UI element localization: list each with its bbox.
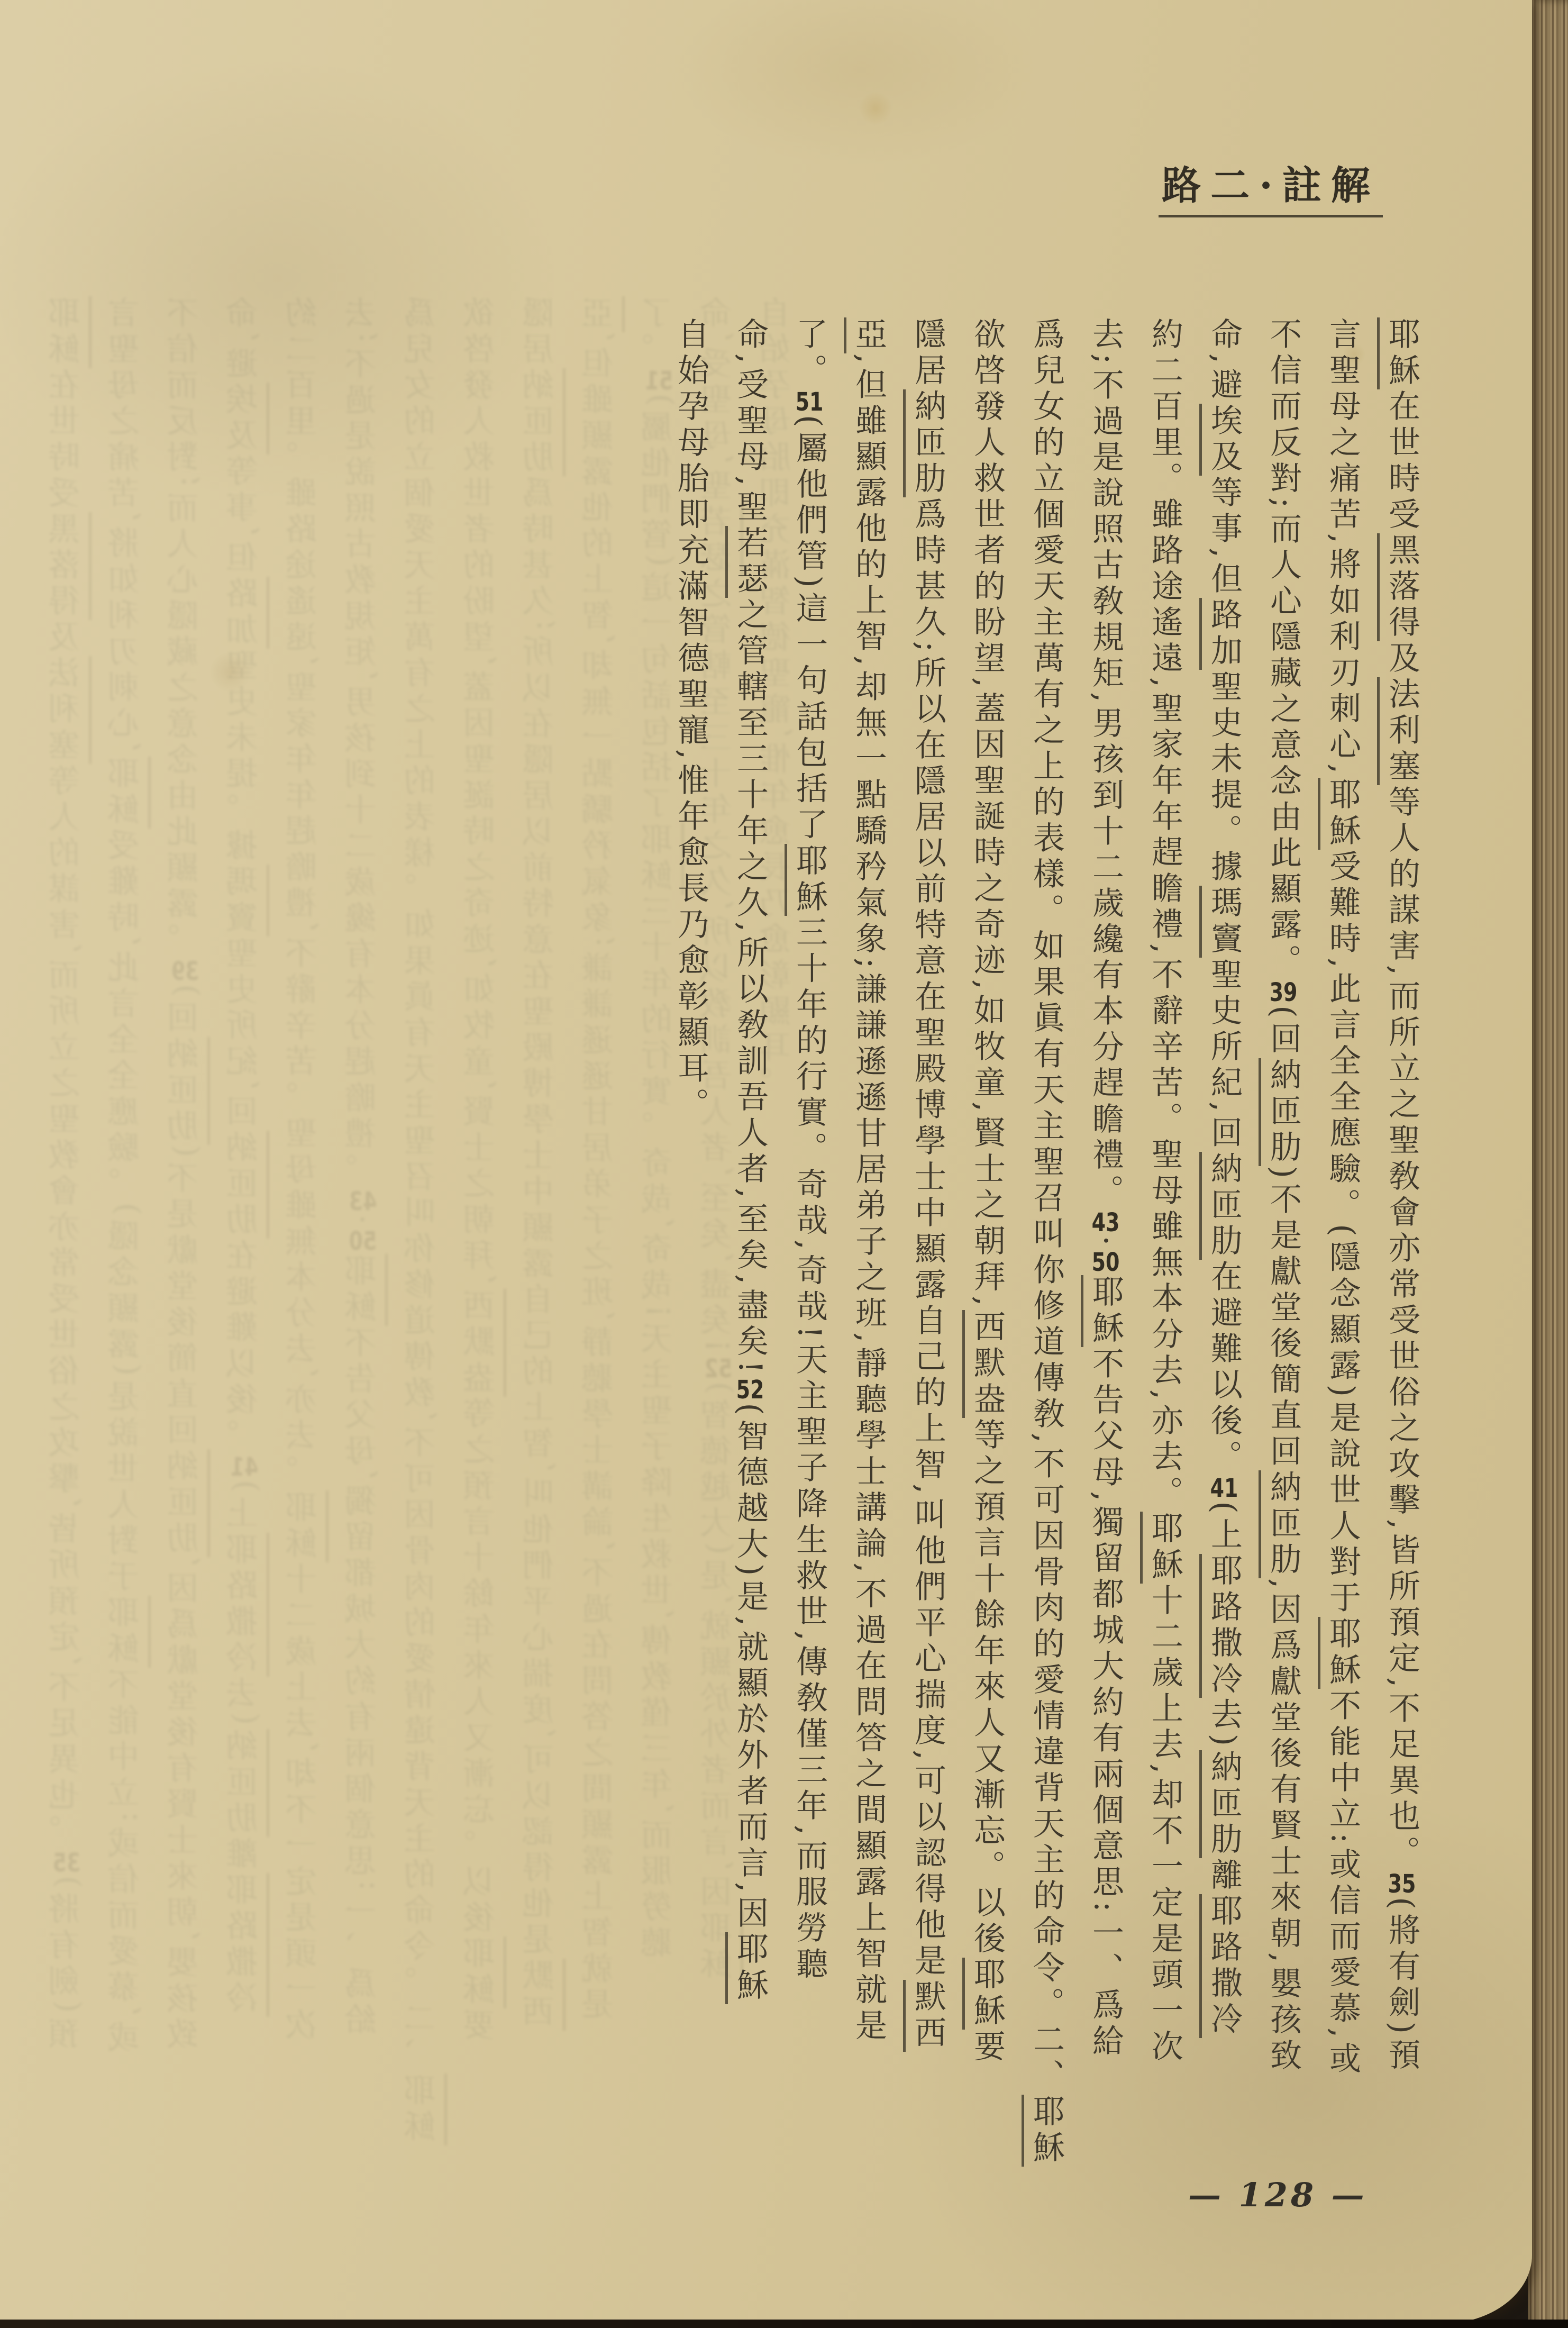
proper-noun: 耶穌 bbox=[785, 844, 828, 916]
proper-noun: 耶穌 bbox=[48, 296, 92, 368]
text-run: 等事,但 bbox=[1206, 476, 1243, 598]
text-run: 及 bbox=[1383, 641, 1420, 677]
text-run: (智德越大)是,就顯於外者而言,因 bbox=[700, 1381, 737, 1912]
text-column bbox=[1195, 317, 1254, 2222]
verse-number: 52 bbox=[736, 1377, 764, 1403]
proper-noun: 納匝肋 bbox=[167, 1037, 210, 1145]
proper-noun: 路加 bbox=[1199, 598, 1243, 670]
proper-noun: 耶穌 bbox=[107, 1596, 151, 1668]
text-column bbox=[393, 296, 452, 2180]
proper-noun: 默西 bbox=[903, 1980, 946, 2052]
text-run: 去;不過是說照古敎規矩,男孩到十二歲纔有本分趕瞻禮。 bbox=[344, 296, 381, 1189]
text-run: 爲兒女的立個愛天主萬有之上的表樣。如果眞有天主聖召叫你修道傳敎,不可因骨肉的愛情違背天主的命令。二、 bbox=[404, 296, 441, 2074]
text-run: ,但雖顯露他的上智,却無一點驕矜氣象;謙謙遜遜甘居弟子之班,靜聽學士講論,不過在問答之間顯露上智就是 bbox=[850, 353, 887, 2045]
proper-noun: 納匝肋 bbox=[903, 389, 946, 497]
text-run: 等之預言十餘年來人又漸忘。以後 bbox=[969, 1418, 1006, 1958]
text-run: 及 bbox=[48, 620, 85, 656]
text-run: 等人的謀害,而所立之聖敎會亦常受世俗之攻擊,皆所預定,不足異也。 bbox=[1383, 785, 1420, 1872]
proper-noun: 耶穌 bbox=[404, 2074, 447, 2145]
proper-noun: 耶穌 bbox=[1081, 1275, 1124, 1347]
proper-noun: 耶穌 bbox=[725, 1932, 769, 2004]
text-run: (回 bbox=[167, 984, 204, 1037]
text-column bbox=[37, 296, 96, 2180]
proper-noun: 耶穌 bbox=[1377, 317, 1420, 389]
text-run: 三十年的行實。奇哉,奇哉!天主聖子降生救世,傳敎僅三年,而服勞聽 bbox=[641, 894, 678, 1962]
text-run: 之管轄至三十年之久,所以敎訓吾人者,至矣,盡矣! bbox=[700, 577, 737, 1357]
text-run: 欲啓發人救世者的盼望,蓋因聖誕時之奇迹,如牧童,賢士之朝拜, bbox=[969, 317, 1006, 1311]
text-run: 去) bbox=[1206, 1697, 1243, 1751]
proper-noun: 西默盎 bbox=[463, 1289, 506, 1397]
text-column bbox=[333, 296, 393, 2180]
proper-noun: 埃及 bbox=[1199, 404, 1243, 476]
text-column bbox=[1076, 317, 1135, 2222]
text-run: (屬他們管)這一句話包括了 bbox=[641, 394, 678, 823]
text-run: 命,受聖母,聖 bbox=[732, 317, 769, 526]
text-run: 在世時受 bbox=[48, 368, 85, 512]
text-run: (智德越大)是,就顯於外者而言,因 bbox=[732, 1403, 769, 1933]
proper-noun: 耶路撒冷 bbox=[1199, 1894, 1243, 2038]
verse-number: 39 bbox=[1269, 980, 1298, 1006]
proper-noun: 黑落得 bbox=[1377, 533, 1420, 641]
text-run: · bbox=[344, 1214, 381, 1229]
text-run: 爲兒女的立個愛天主萬有之上的表樣。如果眞有天主聖召叫你修道傳敎,不可因骨肉的愛情違背天主的命令。二、 bbox=[1028, 317, 1065, 2095]
text-run: )不是獻堂後簡直回 bbox=[1265, 1166, 1302, 1471]
verse-number: 51 bbox=[645, 368, 673, 394]
text-run: 去;不過是說照古敎規矩,男孩到十二歲纔有本分趕瞻禮。 bbox=[1087, 317, 1124, 1211]
verse-number: 43 bbox=[1091, 1210, 1120, 1236]
text-run: ,因爲獻堂後有賢士來朝,嬰孩致 bbox=[1265, 1578, 1302, 2075]
proper-noun: 耶穌 bbox=[107, 757, 151, 829]
text-run: 要 bbox=[969, 2030, 1006, 2066]
text-column bbox=[274, 296, 333, 2180]
proper-noun: 瑪竇 bbox=[226, 865, 269, 936]
text-run: 在避難以後。 bbox=[1206, 1260, 1243, 1476]
text-column bbox=[156, 296, 215, 2180]
text-run: 命,避 bbox=[226, 296, 263, 383]
proper-noun: 耶穌 bbox=[1318, 778, 1361, 850]
text-run: 隱居 bbox=[522, 296, 559, 368]
text-run: ,但雖顯露他的上智,却無一點驕矜氣象;謙謙遜遜甘居弟子之班,靜聽學士講論,不過在問答之間顯露上智就是 bbox=[581, 332, 618, 2024]
verse-number: 35 bbox=[1388, 1871, 1416, 1897]
proper-noun: 耶穌 bbox=[463, 1936, 506, 2008]
text-run: (將有劍)預 bbox=[1383, 1897, 1420, 2075]
text-column bbox=[452, 296, 511, 2180]
text-run: 去) bbox=[226, 1676, 263, 1730]
text-run: 受難時,此言全全應驗。(隱念顯露)是說世人對于 bbox=[1324, 850, 1361, 1617]
proper-noun: 亞 bbox=[581, 296, 625, 332]
text-run: (上 bbox=[1206, 1501, 1243, 1554]
text-run: 命,受聖母,聖 bbox=[700, 296, 737, 505]
text-run: 不告父母,獨留都城大約有兩個意思:一、爲給 bbox=[344, 1326, 381, 2039]
proper-noun: 納匝肋 bbox=[226, 1131, 269, 1239]
proper-noun: 西默盎 bbox=[962, 1310, 1006, 1418]
text-run: 不能中立:或信而愛慕,或 bbox=[107, 1668, 144, 2057]
text-run: 不信而反對;而人心隱藏之意念由此顯露。 bbox=[1265, 317, 1302, 980]
proper-noun: 默西 bbox=[522, 1959, 566, 2031]
verse-number: 43 bbox=[349, 1189, 377, 1215]
text-run: (將有劍)預 bbox=[48, 1876, 85, 2053]
text-column bbox=[96, 296, 156, 2180]
verse-number: 39 bbox=[171, 959, 199, 985]
text-column bbox=[898, 317, 958, 2222]
text-run: 十二歲上去,却不一定是頭一次 bbox=[285, 1562, 322, 2045]
verse-number: 50 bbox=[349, 1229, 377, 1254]
text-run: 等之預言十餘年來人又漸忘。以後 bbox=[463, 1397, 500, 1937]
text-run: 要 bbox=[463, 2008, 500, 2045]
verse-number: 50 bbox=[1091, 1250, 1120, 1276]
text-column bbox=[1135, 317, 1195, 2222]
text-column bbox=[839, 317, 898, 2222]
text-run: )不是獻堂後簡直回 bbox=[167, 1144, 204, 1450]
proper-noun: 納匝肋 bbox=[226, 1729, 269, 1837]
proper-noun: 耶穌 bbox=[1022, 2095, 1065, 2167]
text-run: 言聖母之痛苦,將如利刃刺心, bbox=[1324, 317, 1361, 778]
text-column bbox=[1372, 317, 1432, 2222]
proper-noun: 耶穌 bbox=[1140, 1512, 1183, 1584]
proper-noun: 耶穌 bbox=[641, 823, 684, 895]
text-run: 自始孕母胎即充滿智德聖寵,惟年愈長乃愈彰顯耳。 bbox=[672, 317, 709, 1124]
text-run: ,因爲獻堂後有賢士來朝,嬰孩致 bbox=[167, 1557, 204, 2054]
book-page-edge bbox=[1528, 0, 1568, 2328]
text-run: 了。 bbox=[641, 296, 678, 368]
running-header bbox=[1159, 163, 1383, 217]
text-column bbox=[780, 317, 839, 2222]
proper-noun: 亞 bbox=[844, 317, 887, 353]
book-bottom-edge bbox=[0, 2320, 1568, 2328]
proper-noun: 耶穌 bbox=[1318, 1617, 1361, 1689]
text-run: 聖史所紀,回 bbox=[1206, 958, 1243, 1152]
proper-noun: 耶路撒冷 bbox=[1199, 1554, 1243, 1698]
proper-noun: 納匝肋 bbox=[167, 1449, 210, 1557]
text-column bbox=[511, 296, 570, 2180]
text-run: 了。 bbox=[791, 317, 828, 389]
text-run: 受難時,此言全全應驗。(隱念顯露)是說世人對于 bbox=[107, 829, 144, 1596]
header-title: 路二·註解 bbox=[1162, 163, 1380, 208]
text-run: 約二百里。雖路途遙遠,聖家年年趕瞻禮,不辭辛苦。聖母雖無本分去,亦去。 bbox=[285, 296, 322, 1491]
text-column bbox=[721, 317, 780, 2222]
verse-number: 51 bbox=[795, 389, 824, 415]
text-column bbox=[661, 317, 721, 2222]
proper-noun: 路加 bbox=[226, 577, 269, 649]
proper-noun: 法利塞 bbox=[48, 656, 92, 764]
text-column bbox=[215, 296, 274, 2180]
text-run: 命,避 bbox=[1206, 317, 1243, 404]
text-run: 爲時甚久;所以在隱居以前特意在聖殿博學士中顯露自己的上智,叫他們平心揣度,可以認得他是 bbox=[522, 476, 559, 1959]
verse-number: 52 bbox=[704, 1356, 733, 1382]
proper-noun: 納匝肋 bbox=[1199, 1750, 1243, 1858]
verse-number: 41 bbox=[1210, 1476, 1238, 1502]
proper-noun: 若瑟 bbox=[700, 505, 743, 577]
proper-noun: 黑落得 bbox=[48, 512, 92, 620]
text-column bbox=[570, 296, 630, 2180]
proper-noun: 納匝肋 bbox=[1199, 1152, 1243, 1260]
text-run: 爲時甚久;所以在隱居以前特意在聖殿博學士中顯露自己的上智,叫他們平心揣度,可以認得他是 bbox=[909, 497, 946, 1980]
proper-noun: 耶穌 bbox=[700, 1911, 743, 1983]
proper-noun: 耶路撒冷 bbox=[226, 1533, 269, 1677]
text-run: 聖史未提。據 bbox=[1206, 670, 1243, 886]
text-run: 言聖母之痛苦,將如利刃刺心, bbox=[107, 296, 144, 757]
text-run: 等事,但 bbox=[226, 454, 263, 577]
text-run: 在世時受 bbox=[1383, 389, 1420, 533]
text-run: 聖史所紀,回 bbox=[226, 936, 263, 1131]
text-run: 十二歲上去,却不一定是頭一次 bbox=[1146, 1584, 1183, 2066]
text-run: 之管轄至三十年之久,所以敎訓吾人者,至矣,盡矣! bbox=[732, 598, 769, 1378]
text-run: (回 bbox=[1265, 1005, 1302, 1058]
commentary-text bbox=[659, 317, 1432, 2222]
verse-number: 35 bbox=[52, 1850, 81, 1876]
proper-noun: 耶路撒冷 bbox=[226, 1873, 269, 2017]
text-column bbox=[1254, 317, 1313, 2222]
text-run: 離 bbox=[1206, 1858, 1243, 1895]
text-run: 不能中立:或信而愛慕,或 bbox=[1324, 1689, 1361, 2078]
text-run: 離 bbox=[226, 1837, 263, 1874]
text-column bbox=[1313, 317, 1372, 2222]
text-run: · bbox=[1087, 1235, 1124, 1250]
text-run: 隱居 bbox=[909, 317, 946, 389]
text-run: (上 bbox=[226, 1480, 263, 1533]
text-run: 自始孕母胎即充滿智德聖寵,惟年愈長乃愈彰顯耳。 bbox=[759, 296, 796, 1103]
proper-noun: 若瑟 bbox=[725, 526, 769, 598]
text-run: 欲啓發人救世者的盼望,蓋因聖誕時之奇迹,如牧童,賢士之朝拜, bbox=[463, 296, 500, 1289]
proper-noun: 耶穌 bbox=[285, 1490, 329, 1562]
page-number: — 128 — bbox=[1188, 2176, 1368, 2214]
proper-noun: 納匝肋 bbox=[1259, 1470, 1302, 1578]
text-run: 不信而反對;而人心隱藏之意念由此顯露。 bbox=[167, 296, 204, 959]
text-run: 三十年的行實。奇哉,奇哉!天主聖子降生救世,傳敎僅三年,而服勞聽 bbox=[791, 915, 828, 1984]
text-run: 不告父母,獨留都城大約有兩個意思:一、爲給 bbox=[1087, 1347, 1124, 2060]
proper-noun: 納匝肋 bbox=[1259, 1058, 1302, 1166]
text-column bbox=[958, 317, 1017, 2222]
text-run: (屬他們管)這一句話包括了 bbox=[791, 415, 828, 844]
proper-noun: 耶穌 bbox=[962, 1958, 1006, 2030]
proper-noun: 納匝肋 bbox=[522, 368, 566, 476]
text-column bbox=[1017, 317, 1076, 2222]
proper-noun: 法利塞 bbox=[1377, 677, 1420, 785]
text-run: 聖史未提。據 bbox=[226, 649, 263, 865]
proper-noun: 埃及 bbox=[226, 383, 269, 454]
text-run: 等人的謀害,而所立之聖敎會亦常受世俗之攻擊,皆所預定,不足異也。 bbox=[48, 764, 85, 1851]
text-run: 約二百里。雖路途遙遠,聖家年年趕瞻禮,不辭辛苦。聖母雖無本分去,亦去。 bbox=[1146, 317, 1183, 1512]
proper-noun: 耶穌 bbox=[344, 1254, 388, 1326]
proper-noun: 瑪竇 bbox=[1199, 886, 1243, 958]
text-run: 在避難以後。 bbox=[226, 1239, 263, 1455]
verse-number: 41 bbox=[230, 1454, 259, 1480]
